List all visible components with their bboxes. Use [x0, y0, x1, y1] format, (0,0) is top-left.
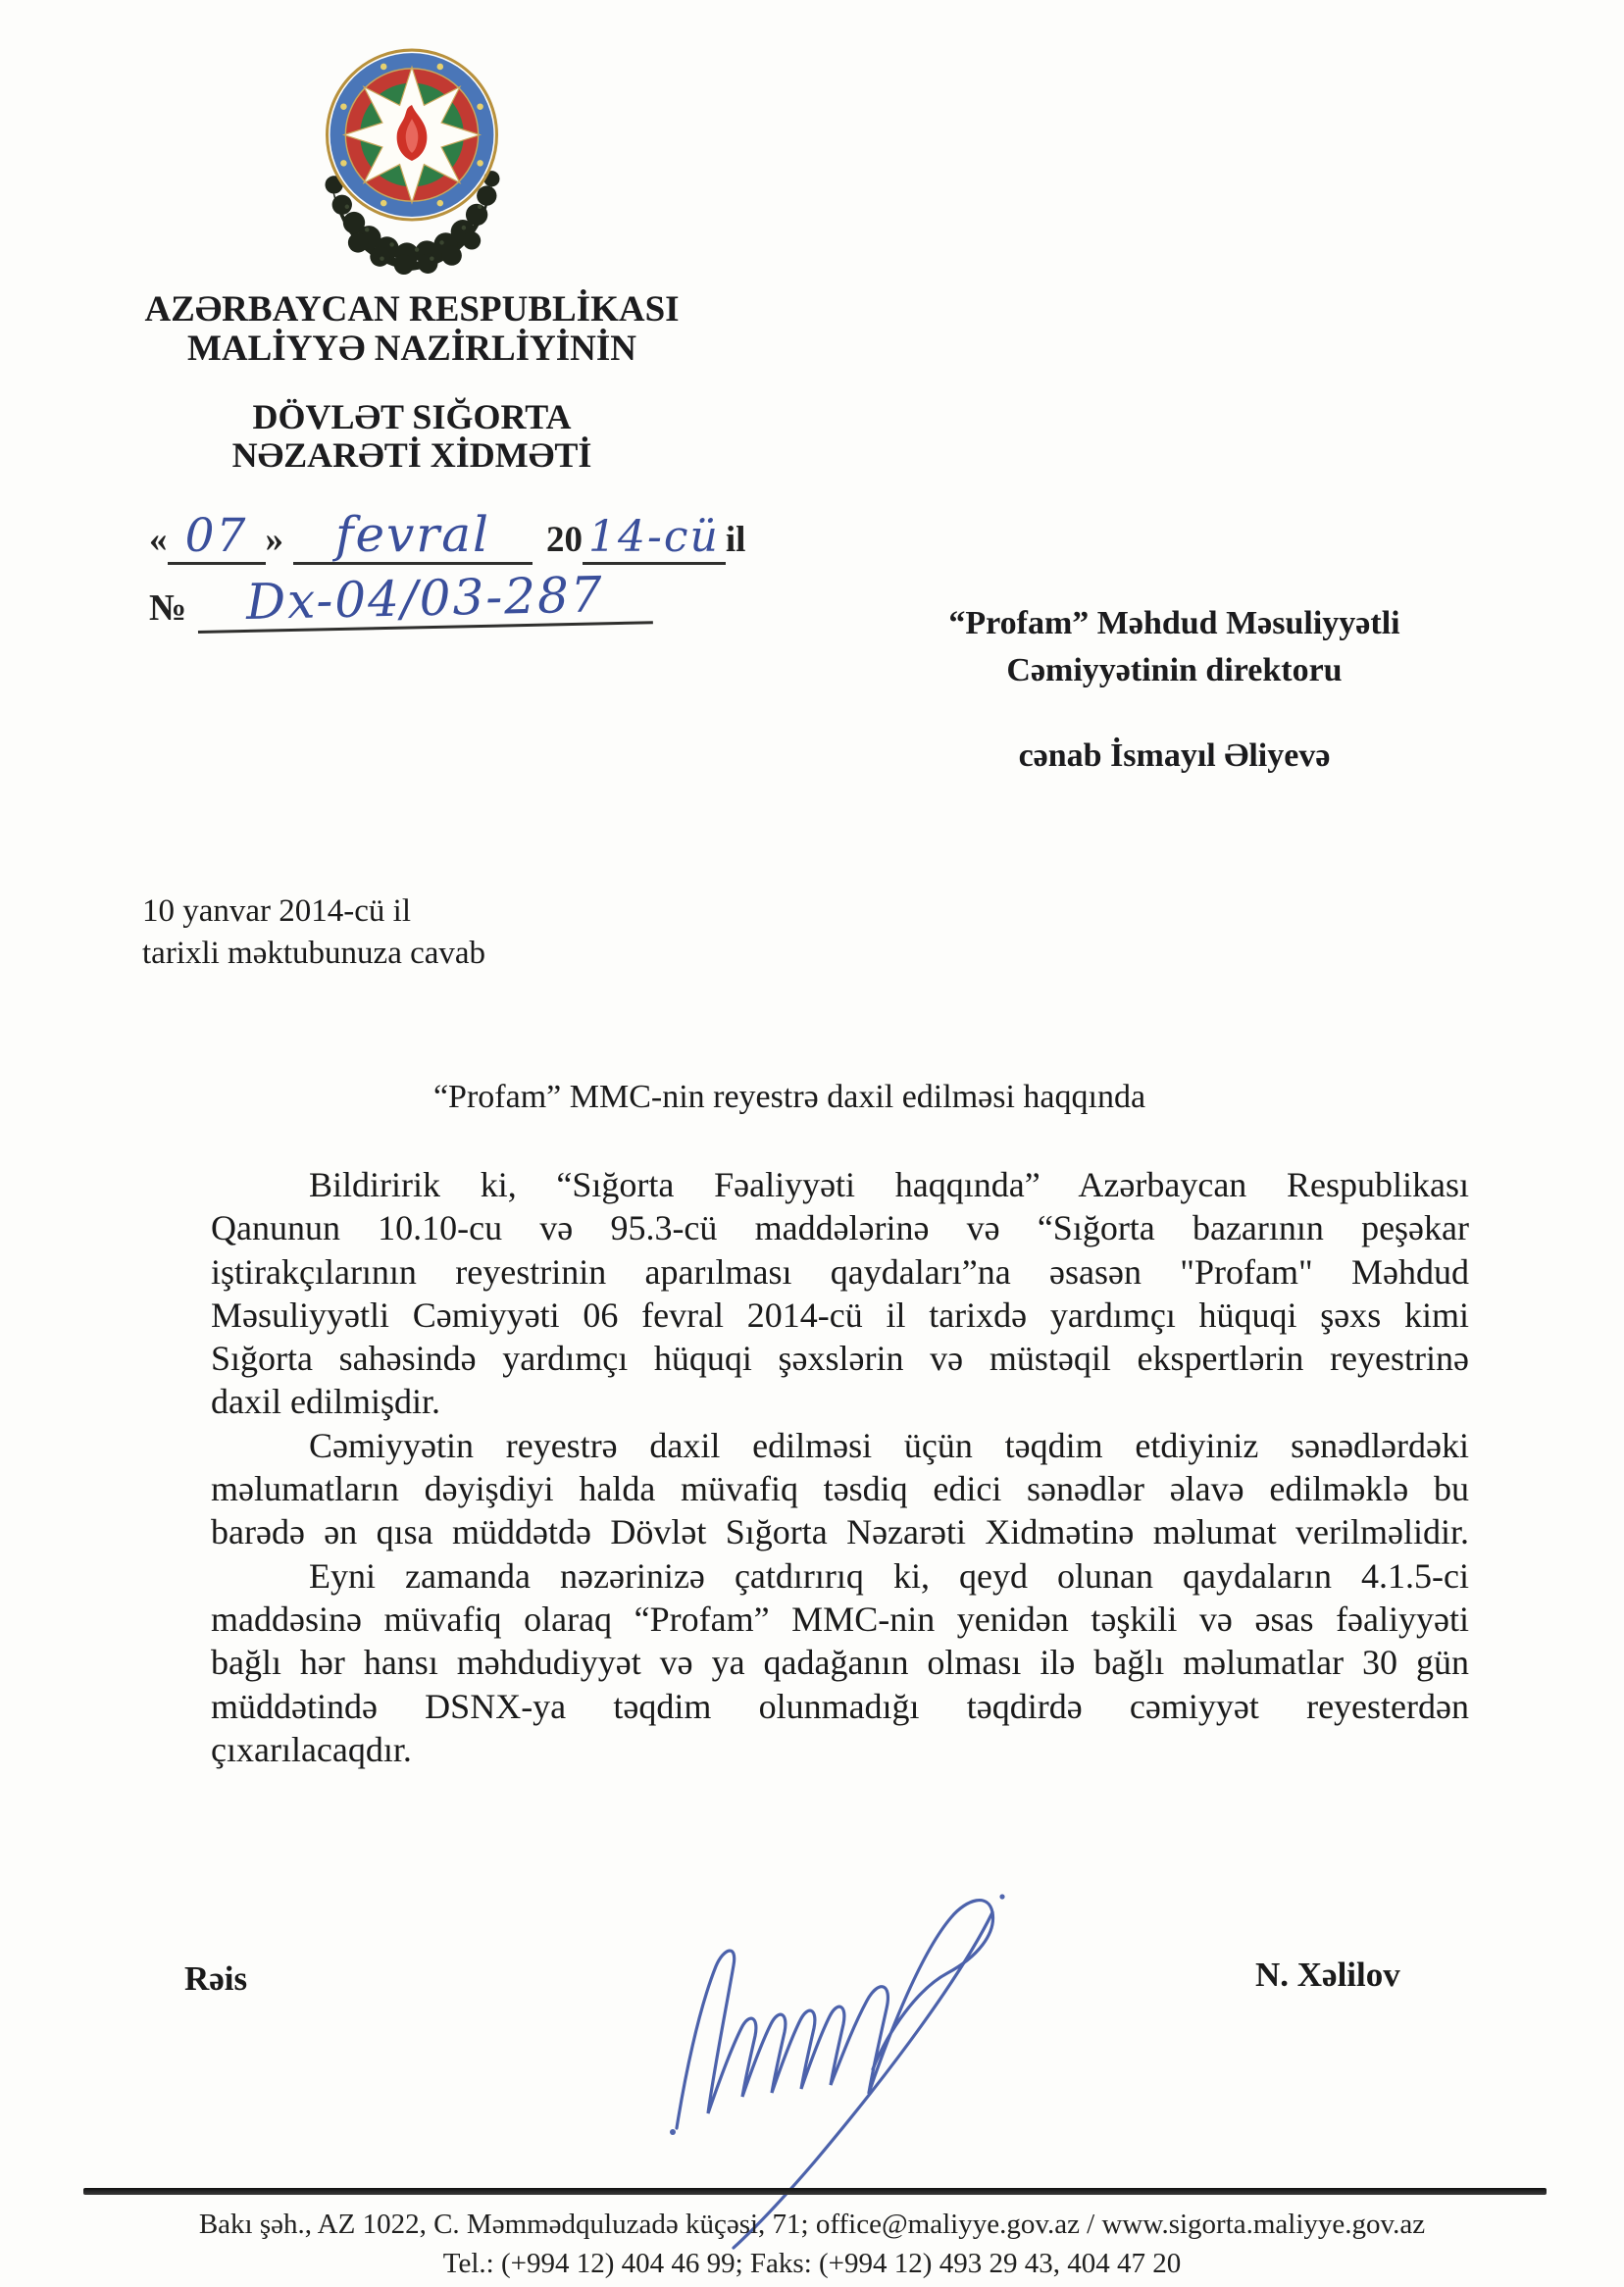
handwritten-number: Dx-04/03-287 — [197, 569, 653, 634]
body-line: Qanunun 10.10-cu və 95.3-cü maddələrinə və “Sığorta bazarının peşəkar — [211, 1208, 1469, 1248]
handwritten-month: fevral — [293, 510, 533, 565]
body-line: bağlı hər hansı məhdudiyyət və ya qadağanın olması ilə bağlı məlumatlar 30 gün — [211, 1643, 1469, 1683]
date-line — [149, 506, 746, 565]
body-line: barədə ən qısa müddətdə Dövlət Sığorta Nəzarəti Xidmətinə məlumat verilməlidir. — [211, 1512, 1469, 1552]
org-name-top — [69, 290, 755, 369]
signer-name: N. Xəlilov — [1255, 1956, 1400, 1994]
reference-text: tarixli məktubunuza cavab — [142, 936, 486, 971]
footer-divider — [83, 2188, 1547, 2195]
recipient-block — [907, 600, 1442, 780]
reference-note — [142, 890, 485, 975]
body-line: daxil edilmişdir. — [211, 1382, 440, 1422]
handwritten-year: 14-cü — [583, 516, 726, 565]
recipient-title-line: Cəmiyyətinin direktoru — [1006, 652, 1343, 688]
body-line: məlumatların dəyişdiyi halda müvafiq təsdiq edici sənədlər əlavə edilməklə bu — [211, 1469, 1469, 1509]
subject-line: “Profam” MMC-nin reyestrə daxil edilməsi haqqında — [432, 1079, 1146, 1115]
paragraph-1 — [211, 1163, 1469, 1424]
open-guillemet: « — [149, 520, 168, 560]
letter-body — [211, 1163, 1469, 1771]
body-line: Eyni zamanda nəzərinizə çatdırırıq ki, qeyd olunan qaydaların 4.1.5-ci — [309, 1555, 1469, 1596]
org-line-2: MALİYYƏ NAZİRLİYİNİN — [186, 329, 637, 369]
body-line: maddəsinə müvafiq olaraq “Profam” MMC-nin yenidən təşkili və əsas fəaliyyəti — [211, 1599, 1469, 1639]
year-prefix: 20 — [546, 520, 583, 560]
body-line: iştirakçılarının reyestrinin aparılması qaydaları”na əsasən "Profam" Məhdud — [211, 1251, 1469, 1292]
recipient-person-line: cənab İsmayıl Əliyevə — [1018, 737, 1331, 774]
numero-sign: № — [149, 587, 187, 629]
footer-address: Bakı şəh., AZ 1022, C. Məmmədquluzadə küçəsi, 71; office@maliyye.gov.az / www.sigorta.maliyye.gov.az — [198, 2209, 1426, 2240]
signer-title: Rəis — [184, 1959, 248, 1998]
footer-contact — [0, 2205, 1624, 2283]
body-line: Məsuliyyətli Cəmiyyəti 06 fevral 2014-cü il tarixdə yardımçı hüquqi şəxs kimi — [211, 1295, 1469, 1335]
outgoing-number-line — [149, 566, 653, 634]
body-line: Bildiririk ki, “Sığorta Fəaliyyəti haqqında” Azərbaycan Respublikası — [309, 1165, 1469, 1204]
paragraph-2 — [211, 1424, 1469, 1554]
org-name-service — [69, 398, 755, 475]
org-line-3: DÖVLƏT SIĞORTA — [252, 397, 572, 436]
org-line-1: AZƏRBAYCAN RESPUBLİKASI — [144, 289, 680, 330]
azerbaijan-state-emblem-icon — [312, 47, 512, 277]
paragraph-3 — [211, 1554, 1469, 1771]
footer-phones: Tel.: (+994 12) 404 46 99; Faks: (+994 12) 493 29 43, 404 47 20 — [442, 2248, 1182, 2279]
recipient-company-line: “Profam” Məhdud Məsuliyyətli — [948, 605, 1400, 641]
body-line: Sığorta sahəsində yardımçı hüquqi şəxslərin və müstəqil ekspertlərin reyestrinə — [211, 1339, 1469, 1379]
reference-date: 10 yanvar 2014-cü il — [142, 893, 412, 929]
body-line: Cəmiyyətin reyestrə daxil edilməsi üçün təqdim etdiyiniz sənədlərdəki — [309, 1425, 1469, 1465]
il-label: il — [725, 520, 746, 560]
body-line: müddətində DSNX-ya təqdim olunmadığı təqdirdə cəmiyyət reyesterdən — [211, 1686, 1469, 1726]
body-line: çıxarılacaqdır. — [211, 1729, 412, 1769]
close-guillemet: » — [265, 520, 283, 560]
handwritten-day: 07 — [168, 513, 266, 565]
org-line-4: NƏZARƏTİ XİDMƏTİ — [231, 435, 592, 475]
